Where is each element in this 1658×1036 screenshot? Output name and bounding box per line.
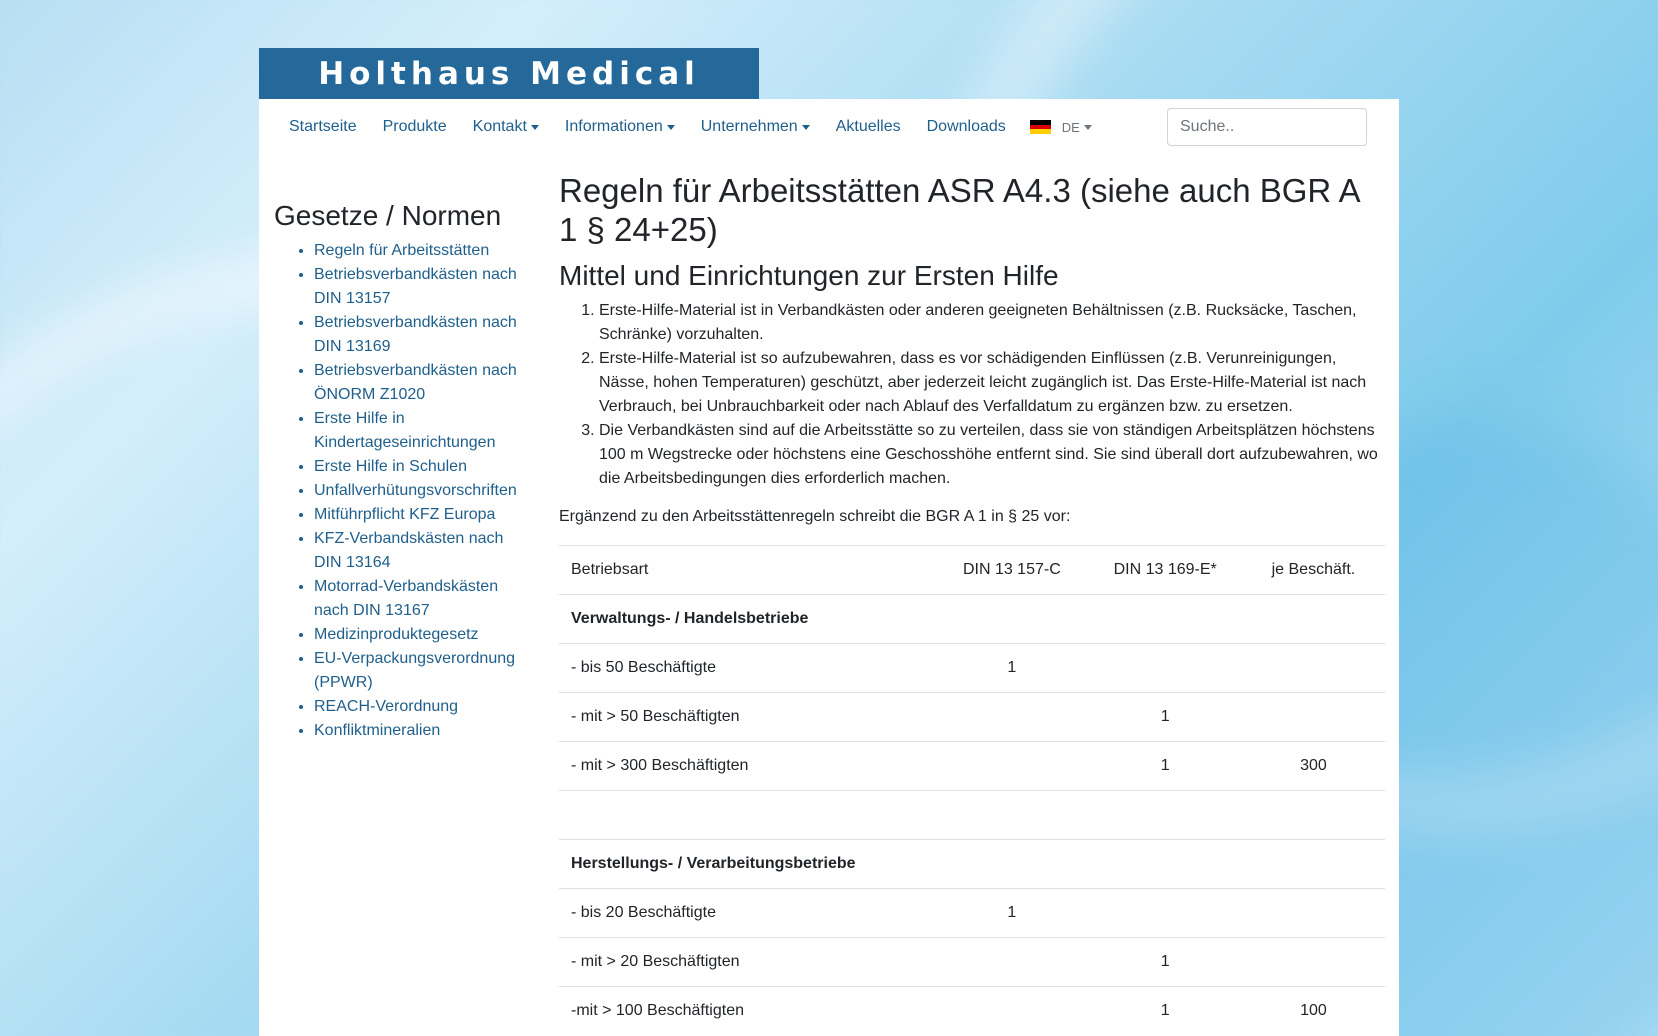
table-header-cell: DIN 13 157-C: [935, 546, 1088, 595]
table-cell: 1: [1089, 742, 1242, 791]
table-row: [559, 693, 1385, 742]
table-cell: [1242, 791, 1385, 840]
sidebar-link[interactable]: Erste Hilfe in Schulen: [314, 458, 467, 475]
rule-item: 2. Erste-Hilfe-Material ist so aufzubewahren, dass es vor schädigenden Einflüssen (z.B. Verunreinigungen, Nässe, hohen Temperaturen) geschützt, aber jederzeit leicht zugänglich ist. Das Erste-Hilfe-Material ist nach Verbrauch, bei Unbrauchbarkeit oder nach Ablauf des Verfalldatum zu ergänzen bzw. zu ersetzen.: [599, 347, 1385, 419]
sidebar-link[interactable]: Konfliktmineralien: [314, 722, 441, 739]
table-cell: [1089, 791, 1242, 840]
nav-item-label: Startseite: [289, 118, 357, 135]
table-header-cell: Betriebsart: [559, 546, 935, 595]
nav-item-produkte[interactable]: [383, 118, 447, 136]
table-cell: [935, 742, 1088, 791]
table-row: [559, 889, 1385, 938]
table-cell: [1242, 938, 1385, 987]
table-cell: - mit > 20 Beschäftigten: [559, 938, 935, 987]
table-cell: [935, 987, 1088, 1036]
sidebar-link[interactable]: Medizinproduktegesetz: [314, 626, 479, 643]
main-navbar: [259, 99, 1399, 155]
table-cell: [1242, 595, 1385, 644]
table-cell: [1089, 595, 1242, 644]
main-content: [559, 171, 1385, 1035]
table-cell: [935, 791, 1088, 840]
nav-item-kontakt[interactable]: [473, 118, 539, 136]
rules-list: [559, 299, 1385, 491]
table-row: [559, 791, 1385, 840]
table-cell: - mit > 300 Beschäftigten: [559, 742, 935, 791]
norms-table: [559, 545, 1385, 1035]
caret-down-icon: [667, 125, 675, 130]
table-cell: [559, 791, 935, 840]
nav-item-label: Informationen: [564, 118, 663, 135]
sidebar-link[interactable]: Motorrad-Verbandskästen nach DIN 13167: [314, 578, 499, 619]
nav-item-downloads[interactable]: [927, 118, 1006, 136]
nav-item-informationen[interactable]: [565, 118, 675, 136]
table-cell: - bis 20 Beschäftigte: [559, 889, 935, 938]
sidebar-item: [314, 407, 534, 455]
table-cell: [935, 595, 1088, 644]
table-cell: Verwaltungs- / Handelsbetriebe: [559, 595, 935, 644]
page-panel: [259, 99, 1399, 1036]
caret-down-icon: [802, 125, 810, 130]
table-section-row: [559, 595, 1385, 644]
sidebar-link[interactable]: Erste Hilfe in Kindertageseinrichtungen: [314, 410, 496, 451]
table-header-cell: DIN 13 169-E*: [1089, 546, 1242, 595]
table-cell: [1242, 889, 1385, 938]
table-cell: [935, 693, 1088, 742]
sidebar-link[interactable]: Regeln für Arbeitsstätten: [314, 242, 490, 259]
nav-item-label: Aktuelles: [835, 118, 901, 135]
nav-item-startseite[interactable]: [289, 118, 357, 136]
site-logo[interactable]: [259, 48, 759, 99]
nav-item-label: Kontakt: [472, 118, 527, 135]
table-cell: -mit > 100 Beschäftigten: [559, 987, 935, 1036]
nav-item-label: Produkte: [382, 118, 447, 135]
nav-item-unternehmen[interactable]: [701, 118, 810, 136]
table-cell: [1242, 644, 1385, 693]
sidebar-link[interactable]: REACH-Verordnung: [314, 698, 459, 715]
table-header-cell: je Beschäft.: [1242, 546, 1385, 595]
table-row: [559, 938, 1385, 987]
german-flag-icon: [1030, 120, 1051, 134]
sidebar-item: [314, 263, 534, 311]
rule-item: 3. Die Verbandkästen sind auf die Arbeitsstätte so zu verteilen, dass sie von ständigen Arbeitsplätzen höchstens 100 m Wegstrecke oder höchstens eine Geschosshöhe entfernt sind. Sie sind überall dort aufzubewahren, wo die Arbeitsbedingungen dies erforderlich machen.: [599, 419, 1385, 491]
sidebar: [274, 199, 534, 743]
sidebar-item: [314, 623, 534, 647]
sidebar-link[interactable]: Unfallverhütungsvorschriften: [314, 482, 517, 499]
table-section-row: [559, 840, 1385, 889]
table-cell: 300: [1242, 742, 1385, 791]
table-cell: Herstellungs- / Verarbeitungsbetriebe: [559, 840, 935, 889]
sidebar-link[interactable]: KFZ-Verbandskästen nach DIN 13164: [314, 530, 504, 571]
language-selector[interactable]: [1030, 120, 1092, 135]
table-row: [559, 644, 1385, 693]
intro-text: Ergänzend zu den Arbeitsstättenregeln schreibt die BGR A 1 in § 25 vor:: [559, 508, 1071, 525]
sidebar-item: [314, 527, 534, 575]
table-cell: [1242, 840, 1385, 889]
sidebar-link[interactable]: Betriebsverbandkästen nach DIN 13169: [314, 314, 517, 355]
table-cell: [1089, 889, 1242, 938]
search-input[interactable]: [1167, 108, 1367, 146]
sidebar-item: [314, 719, 534, 743]
caret-down-icon: [1084, 125, 1092, 130]
page-title: Regeln für Arbeitsstätten ASR A4.3 (siehe auch BGR A 1 § 24+25): [559, 172, 1359, 248]
table-cell: [1089, 644, 1242, 693]
table-cell: 1: [1089, 987, 1242, 1036]
table-cell: [935, 938, 1088, 987]
table-cell: [1089, 840, 1242, 889]
language-label: DE: [1061, 119, 1080, 135]
page-subtitle: Mittel und Einrichtungen zur Ersten Hilfe: [559, 260, 1059, 291]
caret-down-icon: [531, 125, 539, 130]
nav-item-label: Downloads: [926, 118, 1006, 135]
table-cell: [935, 840, 1088, 889]
table-cell: 1: [1089, 938, 1242, 987]
nav-item-label: Unternehmen: [700, 118, 798, 135]
sidebar-link[interactable]: Betriebsverbandkästen nach ÖNORM Z1020: [314, 362, 517, 403]
sidebar-list: [274, 239, 534, 743]
sidebar-link[interactable]: Mitführpflicht KFZ Europa: [314, 506, 496, 523]
table-cell: [1242, 693, 1385, 742]
table-cell: - mit > 50 Beschäftigten: [559, 693, 935, 742]
logo-text: Holthaus Medical: [318, 55, 700, 92]
sidebar-item: [314, 311, 534, 359]
sidebar-title: Gesetze / Normen: [274, 200, 502, 231]
table-cell: 1: [935, 889, 1088, 938]
sidebar-item: [314, 239, 534, 263]
rule-item: 1. Erste-Hilfe-Material ist in Verbandkästen oder anderen geeigneten Behältnissen (z.B. Rucksäcke, Taschen, Schränke) vorzuhalten.: [599, 299, 1385, 347]
table-row: [559, 987, 1385, 1036]
nav-items: [289, 118, 1092, 136]
table-cell: 100: [1242, 987, 1385, 1036]
sidebar-item: [314, 503, 534, 527]
sidebar-item: [314, 359, 534, 407]
sidebar-item: [314, 575, 534, 623]
table-cell: - bis 50 Beschäftigte: [559, 644, 935, 693]
sidebar-link[interactable]: EU-Verpackungsverordnung (PPWR): [314, 650, 516, 691]
table-row: [559, 742, 1385, 791]
sidebar-item: [314, 695, 534, 719]
table-header-row: [559, 546, 1385, 595]
sidebar-item: [314, 455, 534, 479]
nav-item-aktuelles[interactable]: [836, 118, 901, 136]
sidebar-link[interactable]: Betriebsverbandkästen nach DIN 13157: [314, 266, 517, 307]
table-cell: 1: [935, 644, 1088, 693]
sidebar-item: [314, 479, 534, 503]
sidebar-item: [314, 647, 534, 695]
table-cell: 1: [1089, 693, 1242, 742]
